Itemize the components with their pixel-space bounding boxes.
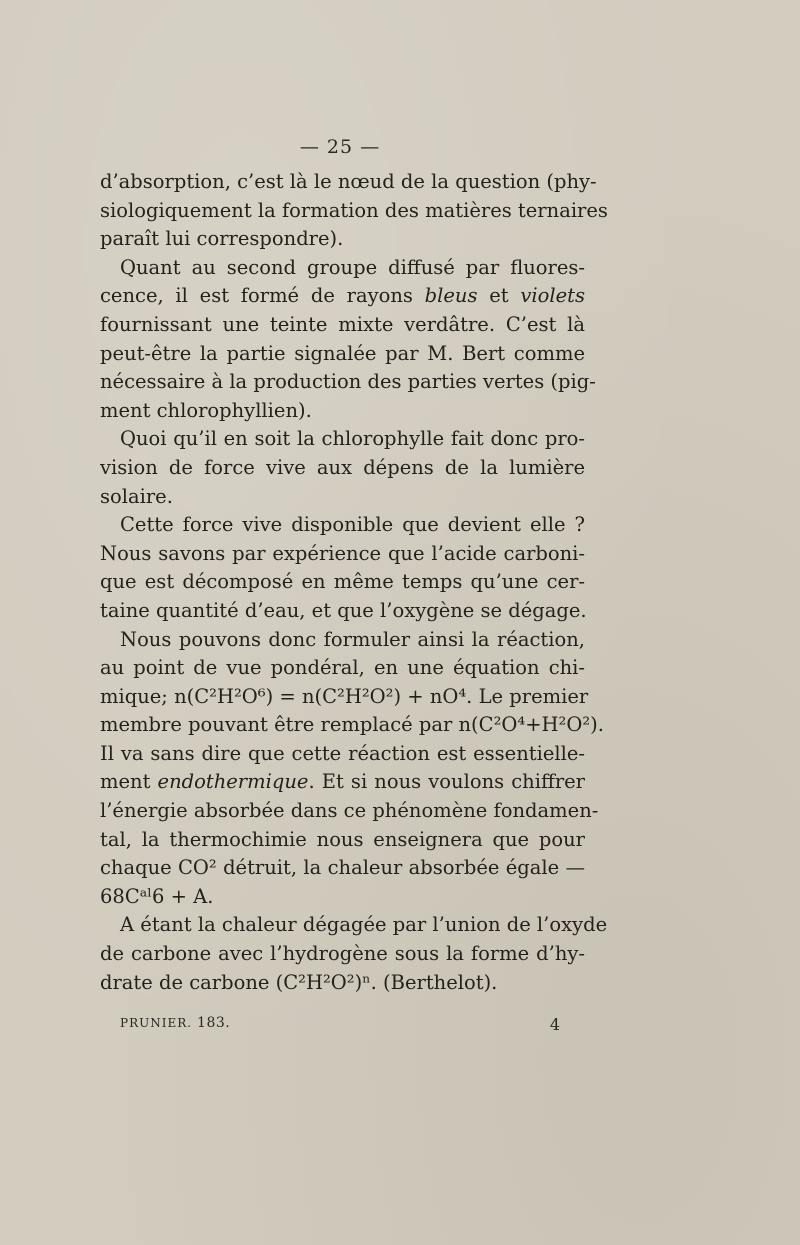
page-number: — 25 — bbox=[299, 136, 381, 158]
text-line: taine quantité d’eau, et que l’oxygène se dégage. bbox=[100, 598, 587, 622]
text-line: l’énergie absorbée dans ce phénomène fondamen- bbox=[100, 799, 599, 823]
body-text bbox=[100, 168, 608, 997]
footer-author-line bbox=[120, 1015, 230, 1031]
text-line: paraît lui correspondre). bbox=[100, 227, 344, 251]
text-line: mique; n(C²H²O⁶) = n(C²H²O²) + nO⁴. Le premier bbox=[100, 684, 589, 708]
text-line: Quoi qu’il en soit la chlorophylle fait donc pro- bbox=[120, 427, 585, 451]
text-line: nécessaire à la production des parties vertes (pig- bbox=[100, 370, 596, 394]
text-line: solaire. bbox=[100, 484, 173, 508]
text-line: fournissant une teinte mixte verdâtre. C’est là bbox=[100, 312, 585, 336]
footer-author: PRUNIER. bbox=[120, 1016, 193, 1030]
text-line: au point de vue pondéral, en une équation chi- bbox=[100, 656, 585, 680]
text-line: Nous pouvons donc formuler ainsi la réaction, bbox=[120, 627, 585, 651]
page-footer bbox=[120, 1015, 560, 1039]
footer-number: 183. bbox=[197, 1015, 231, 1031]
text-line: siologiquement la formation des matières ternaires bbox=[100, 198, 608, 222]
text-line: Quant au second groupe diffusé par fluores- bbox=[120, 255, 585, 279]
text-line: que est décomposé en même temps qu’une cer- bbox=[100, 570, 585, 594]
text-line: drate de carbone (C²H²O²)ⁿ. (Berthelot). bbox=[100, 970, 498, 994]
text-line: ment chlorophyllien). bbox=[100, 398, 312, 422]
text-line: Nous savons par expérience que l’acide carboni- bbox=[100, 541, 585, 565]
text-line: ment endothermique. Et si nous voulons chiffrer bbox=[100, 770, 586, 794]
text-line: Il va sans dire que cette réaction est essentielle- bbox=[100, 741, 585, 765]
text-line: Cette force vive disponible que devient elle ? bbox=[120, 513, 585, 537]
text-line: membre pouvant être remplacé par n(C²O⁴+H²O²). bbox=[100, 713, 604, 737]
text-line: tal, la thermochimie nous enseignera que pour bbox=[100, 827, 585, 851]
text-line: 68Cᵃˡ6 + A. bbox=[100, 884, 214, 908]
text-line: vision de force vive aux dépens de la lumière bbox=[100, 455, 585, 479]
text-line: chaque CO² détruit, la chaleur absorbée égale — bbox=[100, 856, 585, 880]
text-line: A étant la chaleur dégagée par l’union de l’oxyde bbox=[120, 913, 608, 937]
text-line: cence, il est formé de rayons bleus et violets bbox=[100, 284, 585, 308]
text-line: de carbone avec l’hydrogène sous la forme d’hy- bbox=[100, 942, 585, 966]
signature-mark: 4 bbox=[549, 1015, 560, 1034]
text-line: peut-être la partie signalée par M. Bert comme bbox=[100, 341, 585, 365]
text-line: d’absorption, c’est là le nœud de la question (phy- bbox=[100, 170, 597, 193]
